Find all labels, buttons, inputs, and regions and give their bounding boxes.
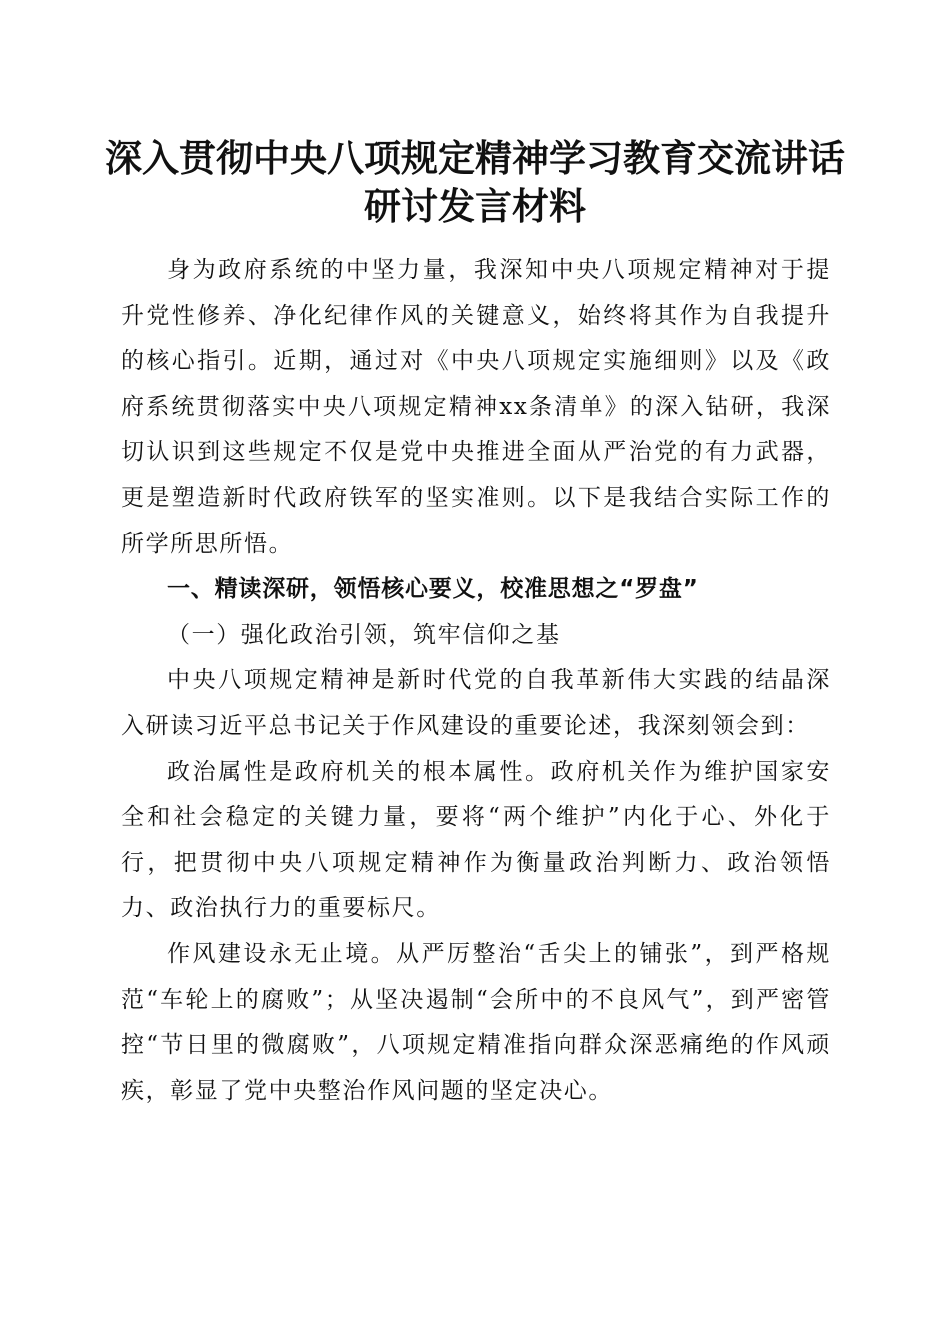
- subsection-heading-1: （一）强化政治引领，筑牢信仰之基: [167, 621, 561, 648]
- body-paragraph-3: 作风建设永无止境。从严厉整治“舌尖上的铺张”，到严格规范“车轮上的腐败”；从坚决遏制“会所中的不良风气”，到严密管控“节日里的微腐败”，八项规定精准指向群众深恶痛绝的作风顽疾，彰显了党中央整治作风问题的坚定决心。: [121, 940, 831, 1104]
- body-paragraph-2: 政治属性是政府机关的根本属性。政府机关作为维护国家安全和社会稳定的关键力量，要将“两个维护”内化于心、外化于行，把贯彻中央八项规定精神作为衡量政治判断力、政治领悟力、政治执行力的重要标尺。: [121, 758, 831, 922]
- document-title-line-1: 深入贯彻中央八项规定精神学习教育交流讲话: [105, 136, 845, 180]
- body-paragraph-1: 中央八项规定精神是新时代党的自我革新伟大实践的结晶深入研读习近平总书记关于作风建设的重要论述，我深刻领会到：: [121, 667, 831, 739]
- document-body: [121, 248, 831, 1114]
- intro-paragraph: 身为政府系统的中坚力量，我深知中央八项规定精神对于提升党性修养、净化纪律作风的关键意义，始终将其作为自我提升的核心指引。近期，通过对《中央八项规定实施细则》以及《政府系统贯彻落实中央八项规定精神xx条清单》的深入钻研，我深切认识到这些规定不仅是党中央推进全面从严治党的有力武器，更是塑造新时代政府铁军的坚实准则。以下是我结合实际工作的所学所思所悟。: [121, 257, 831, 557]
- document-title-line-2: 研讨发言材料: [364, 184, 586, 228]
- section-heading-1: 一、精读深研，领悟核心要义，校准思想之“罗盘”: [167, 576, 699, 603]
